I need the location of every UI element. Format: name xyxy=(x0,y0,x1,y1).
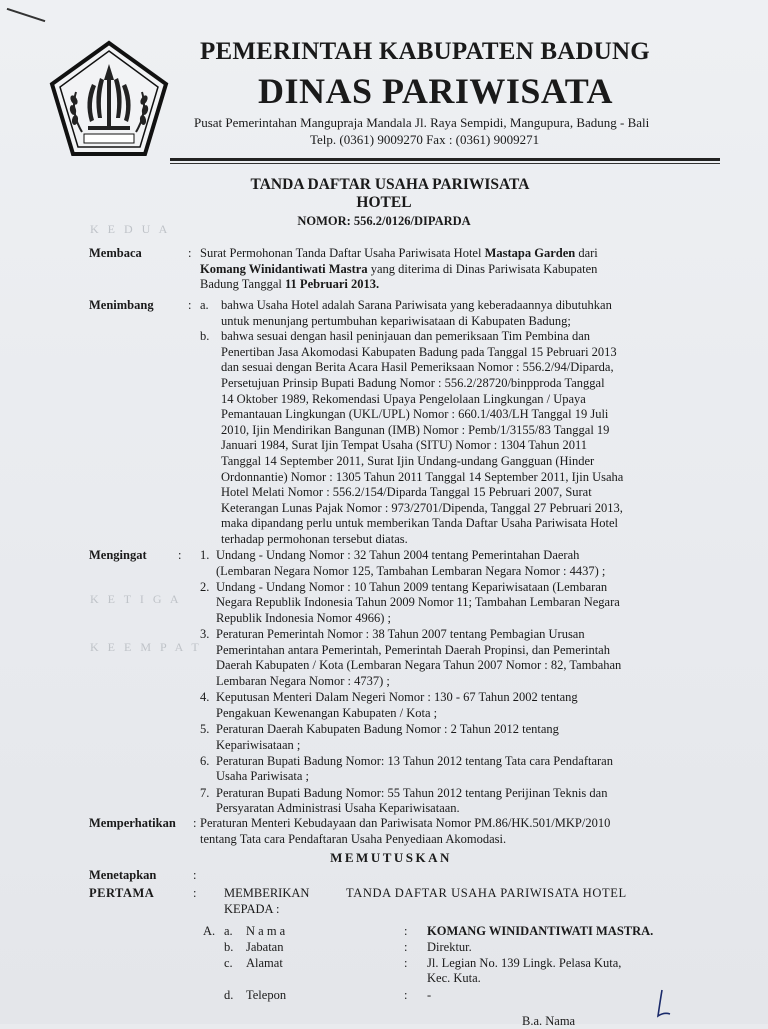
list-item-line: 2010, Ijin Mendirikan Bangunan (IMB) Nomor : Pemb/1/3155/83 Tanggal 19 xyxy=(221,422,610,437)
letterhead-phone-fax: Telp. (0361) 9009270 Fax : (0361) 9009271 xyxy=(310,132,540,147)
document-number: NOMOR: 556.2/0126/DIPARDA xyxy=(297,214,471,228)
section-label-menetapkan: Menetapkan xyxy=(89,868,157,882)
list-marker: a. xyxy=(200,298,209,312)
list-item-line: bahwa Usaha Hotel adalah Sarana Pariwisata yang keberadaannya dibutuhkan xyxy=(221,298,612,312)
field-value-phone: - xyxy=(427,988,432,1002)
list-item-line: Peraturan Pemerintah Nomor : 38 Tahun 2007 tentang Pembagian Urusan xyxy=(216,627,585,642)
colon: : xyxy=(193,886,197,900)
letterhead-address: Pusat Pemerintahan Mangupraja Mandala Jl. Raya Sempidi, Mangupura, Badung - Bali xyxy=(194,115,650,130)
pen-scratch-mark xyxy=(7,8,46,22)
colon: : xyxy=(188,246,192,260)
decision-heading: MEMUTUSKAN xyxy=(330,850,452,865)
section-label-memperhatikan: Memperhatikan xyxy=(89,816,176,830)
field-value-name: KOMANG WINIDANTIWATI MASTRA. xyxy=(427,924,654,938)
field-value-address-line2: Kec. Kuta. xyxy=(427,971,481,985)
pertama-registration-text: TANDA DAFTAR USAHA PARIWISATA HOTEL xyxy=(346,886,627,900)
list-marker: 2. xyxy=(200,579,210,594)
list-item-line: Januari 1984, Surat Ijin Tempat Usaha (SITU) Nomor : 1304 Tahun 2011 xyxy=(221,438,588,453)
colon: : xyxy=(178,548,182,562)
recipient-section-marker: A. xyxy=(203,924,216,938)
list-item-line: Keputusan Menteri Dalam Negeri Nomor : 130 - 67 Tahun 2002 tentang xyxy=(216,690,578,705)
field-label-name: N a m a xyxy=(246,924,286,938)
list-item-line: 14 Oktober 1989, Rekomendasi Upaya Pengelolaan Lingkungan / Upaya xyxy=(221,391,586,406)
list-item-line: Peraturan Bupati Badung Nomor: 55 Tahun 2012 tentang Perijinan Teknis dan xyxy=(216,785,608,800)
list-marker: 5. xyxy=(200,722,210,736)
colon: : xyxy=(404,956,408,970)
footer-on-behalf-text: B.a. Nama xyxy=(522,1014,576,1028)
colon: : xyxy=(404,924,408,938)
bleed-through-mark: K E D U A xyxy=(90,222,171,236)
letterhead-divider-thin xyxy=(170,163,720,164)
colon: : xyxy=(404,940,408,954)
bleed-through-mark: K E T I G A xyxy=(90,592,182,606)
list-item-line: Keterangan Lunas Pajak Nomor : 973/2701/Dipenda, Tanggal 27 Pebruari 2013, xyxy=(221,500,623,515)
list-item-line: bahwa sesuai dengan hasil peninjauan dan pemeriksaan Tim Pembina dan xyxy=(221,329,591,344)
field-label-address: Alamat xyxy=(246,956,283,970)
list-item-line: Persetujuan Prinsip Bupati Badung Nomor : 556.2/28720/binpproda Tanggal xyxy=(221,376,605,390)
colon: : xyxy=(193,868,197,882)
colon: : xyxy=(193,816,197,830)
list-item-line: Peraturan Bupati Badung Nomor: 13 Tahun 2012 tentang Tata cara Pendaftaran xyxy=(216,753,613,768)
list-marker: 3. xyxy=(200,627,210,642)
badung-regency-emblem xyxy=(48,40,170,158)
list-item-line: maka dipandang perlu untuk memberikan Tanda Daftar Usaha Pariwisata Hotel xyxy=(221,516,619,531)
list-item-line: terhadap permohonan tersebut diatas. xyxy=(221,532,408,546)
field-label-phone: Telepon xyxy=(246,988,287,1002)
list-item-line: Kepariwisataan ; xyxy=(216,737,301,752)
letterhead-divider-thick xyxy=(170,158,720,161)
list-marker: 4. xyxy=(200,690,210,705)
pertama-to-text: KEPADA : xyxy=(224,902,280,916)
field-marker: b. xyxy=(224,940,234,954)
pen-mark-icon xyxy=(648,988,678,1020)
letterhead-government-name: PEMERINTAH KABUPATEN BADUNG xyxy=(200,38,650,65)
list-item-line: Hotel Melati Nomor : 556.2/154/Diparda Tanggal 15 Pebruari 2007, Surat xyxy=(221,485,592,500)
membaca-text: Surat Permohonan Tanda Daftar Usaha Pariwisata Hotel Mastapa Garden dari Komang Winidantiwati Mastra yang diterima di Dinas Pariwisata Kabupaten Badung Tanggal 11 Pebruari 2013. xyxy=(200,246,598,292)
list-item-line: Lembaran Negara Nomor : 4737) ; xyxy=(216,674,390,688)
list-item-line: Persyaratan Administrasi Usaha Kepariwisataan. xyxy=(216,801,460,816)
memperhatikan-text: Peraturan Menteri Kebudayaan dan Pariwisata Nomor PM.86/HK.501/MKP/2010 tentang Tata cara Pendaftaran Usaha Penyediaan Akomodasi. xyxy=(200,816,611,846)
colon: : xyxy=(188,298,192,312)
document-title: TANDA DAFTAR USAHA PARIWISATA xyxy=(250,176,530,193)
letterhead-agency-name: DINAS PARIWISATA xyxy=(258,71,614,111)
list-item-line: Pemantauan Lingkungan (UKL/UPL) Nomor : 660.1/403/LH Tanggal 19 Juli xyxy=(221,407,609,422)
list-item-line: Daerah Kabupaten / Kota (Lembaran Negara Tahun 2007 Nomor : 82, Tambahan xyxy=(216,658,622,673)
list-item-line: dan sesuai dengan Berita Acara Hasil Pemeriksaan Nomor : 556.2/94/Diparda, xyxy=(221,360,614,375)
section-label-membaca: Membaca xyxy=(89,246,142,260)
section-label-menimbang: Menimbang xyxy=(89,298,154,312)
list-item-line: Undang - Undang Nomor : 32 Tahun 2004 tentang Pemerintahan Daerah xyxy=(216,548,580,562)
document-subtitle: HOTEL xyxy=(356,194,412,211)
bleed-through-mark: K E E M P A T xyxy=(90,640,202,654)
section-label-mengingat: Mengingat xyxy=(89,548,147,562)
field-marker: a. xyxy=(224,924,233,938)
list-item-line: Tanggal 14 September 2011, Surat Ijin Undang-undang Gangguan (Hinder xyxy=(221,454,595,468)
pertama-give-text: MEMBERIKAN xyxy=(224,886,310,900)
field-label-position: Jabatan xyxy=(246,940,284,954)
list-item-line: Penertiban Jasa Akomodasi Kabupaten Badung pada Tanggal 15 Pebruari 2013 xyxy=(221,344,617,359)
list-item-line: Pemerintahan antara Pemerintah, Pemerintah Daerah Propinsi, dan Pemerintah xyxy=(216,642,610,657)
field-value-address: Jl. Legian No. 139 Lingk. Pelasa Kuta, xyxy=(427,956,622,970)
list-item-line: Peraturan Daerah Kabupaten Badung Nomor : 2 Tahun 2012 tentang xyxy=(216,722,559,736)
list-item-line: Undang - Undang Nomor : 10 Tahun 2009 tentang Kepariwisataan (Lembaran xyxy=(216,579,608,594)
list-marker: 6. xyxy=(200,753,210,768)
list-item-line: Ordonnantie) Nomor : 1305 Tahun 2011 Tanggal 14 September 2011, Ijin Usaha xyxy=(221,469,624,484)
list-marker: b. xyxy=(200,329,210,344)
list-item-line: Usaha Pariwisata ; xyxy=(216,769,310,784)
list-item-line: untuk menunjang pertumbuhan kepariwisataan di Kabupaten Badung; xyxy=(221,313,571,328)
list-item-line: Republik Indonesia Nomor 4966) ; xyxy=(216,611,391,625)
field-marker: d. xyxy=(224,988,234,1002)
field-value-position: Direktur. xyxy=(427,940,472,954)
section-label-pertama: PERTAMA xyxy=(89,886,155,900)
list-item-line: Negara Republik Indonesia Tahun 2009 Nomor 11; Tambahan Lembaran Negara xyxy=(216,595,620,610)
list-item-line: (Lembaran Negara Nomor 125, Tambahan Lembaran Negara Nomor : 4437) ; xyxy=(216,563,606,578)
list-marker: 1. xyxy=(200,548,210,562)
list-item-line: Pengakuan Kewenangan Kabupaten / Kota ; xyxy=(216,705,438,720)
field-marker: c. xyxy=(224,956,233,970)
colon: : xyxy=(404,988,408,1002)
list-marker: 7. xyxy=(200,785,210,800)
